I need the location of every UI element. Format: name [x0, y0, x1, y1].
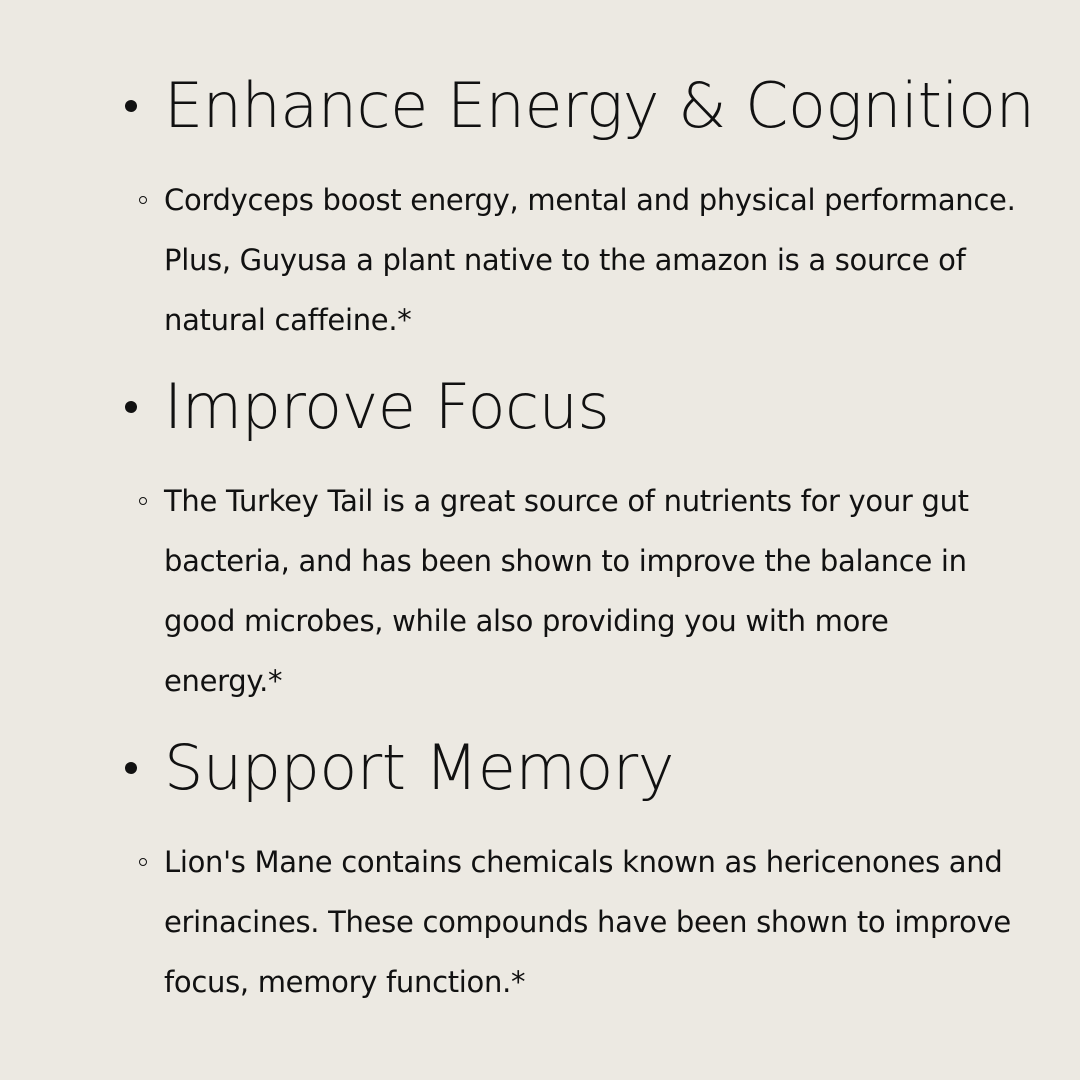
section-heading: Improve Focus — [164, 370, 610, 443]
section-description — [164, 471, 1044, 711]
description-line: good microbes, while also providing you with more — [164, 604, 889, 638]
bullet-icon — [125, 100, 137, 112]
heading-row — [0, 70, 1080, 150]
circle-bullet-icon — [139, 497, 147, 505]
bullet-icon — [125, 401, 137, 413]
section-heading: Support Memory — [164, 731, 674, 804]
description-line: Lion's Mane contains chemicals known as hericenones and — [164, 845, 1003, 879]
description-line: Cordyceps boost energy, mental and physical performance. — [164, 183, 1016, 217]
description-line: natural caffeine.* — [164, 303, 412, 337]
heading-row — [0, 732, 1080, 812]
circle-bullet-icon — [139, 196, 147, 204]
description-line: bacteria, and has been shown to improve the balance in — [164, 544, 967, 578]
heading-row — [0, 371, 1080, 451]
section-description — [164, 832, 1044, 1012]
description-line: energy.* — [164, 664, 283, 698]
description-line: erinacines. These compounds have been shown to improve — [164, 905, 1011, 939]
description-line: The Turkey Tail is a great source of nutrients for your gut — [164, 484, 969, 518]
circle-bullet-icon — [139, 858, 147, 866]
section-description — [164, 170, 1044, 350]
section-heading: Enhance Energy & Cognition — [164, 69, 1035, 142]
description-line: focus, memory function.* — [164, 965, 526, 999]
bullet-icon — [125, 762, 137, 774]
description-line: Plus, Guyusa a plant native to the amazon is a source of — [164, 243, 966, 277]
